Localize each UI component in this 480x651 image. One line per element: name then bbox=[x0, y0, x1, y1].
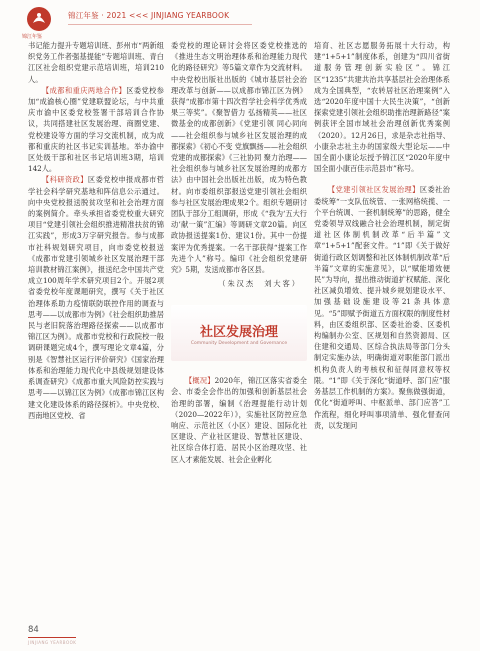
running-header-title: 锦江年鉴 · 2021 <<< JINJIANG YEARBOOK bbox=[68, 11, 230, 20]
text-column-right bbox=[314, 40, 450, 431]
logo-caption: 锦江年鉴 bbox=[22, 34, 43, 40]
text-column-left bbox=[28, 40, 164, 421]
paragraph bbox=[171, 375, 307, 465]
footer-text: JINJIANG YEARBOOK bbox=[28, 640, 77, 645]
yearbook-logo-icon bbox=[26, 6, 52, 32]
paragraph bbox=[314, 184, 450, 430]
paragraph: 书记能力提升专题培训班、彭州市“两新组织党务工作者强基提能”专题培训班、青白江区社会组织党建示范培训班，培训210人。 bbox=[28, 41, 164, 84]
paragraph-body: 区委党校申报成都市哲学社会科学研究基地和阵信息公示通过。向中央党校报送脱贫攻坚和社会治理方面的案例简介。牵头承担省委党校重大研究项目“党建引领社会组织推进精准扶贫的锦江实践”，形成3万字研究报告。参与成都市社科规划研究项目，向市委党校报送《成都市党建引领城乡社区发展治理干部培训教材锦江案例》，报送纪念中国共产党成立100周年学术研究项目2个。开展2项省委党校年度课题研究，撰写《关于社区治理体系助力疫情联防联控作用的调查与思考——以成都市为例》《社会组织助推居民与老旧院落治理路径探索——以成都市锦江区为例》。成都市党校和行政院校一般调研课题完成4个，撰写理论文章4篇，分别是《智慧社区运行评价研究》《国家治理体系和治理能力现代化中县级规划建设体系调查研究》《成都市重大风险防控实践与思考——以锦江区为例》《成都市锦江区构建文化建设体系的路径探析》。中央党校、西南地区党校、省 bbox=[28, 175, 164, 420]
page-header bbox=[0, 0, 480, 44]
section-tag: 【概况】 bbox=[185, 376, 215, 386]
section-tag: 【科研资政】 bbox=[42, 175, 88, 185]
section-tag: 【党建引领社区发展治理】 bbox=[328, 185, 420, 195]
author-signature: （朱汉杰 刘大客） bbox=[218, 279, 301, 289]
header-divider bbox=[68, 24, 252, 25]
paragraph: 委党校的理论研讨会将区委党校推选的《推进生态文明治理体系和治理能力现代化的路径研究》等5篇文章作为交流材料。中央党校出版社出版的《城市基层社会治理改革与创新——以成都市锦江区为例》获得“成都市第十四次哲学社会科学优秀成果三等奖”。《聚智借力 弘扬精英——社区微基金的成都创新》《党建引领 同心同向——社会组织参与城乡社区发展治理的成都探索》《初心不变 党旗飘扬——社会组织党建的成都探索》《三社协同 聚力治理——社会组织参与城乡社区发展治理的成都方法》由中国社会出版社出版，成为特色教材。向市委组织部报送党建引领社会组织参与社区发展治理成果2个。组织专题研讨团队于部分工组调研，形成《“我为‘五大行动’献一策”汇编》等调研文章20篇。向区政协报送提案1份、建议1份。其中一份提案评为优秀提案。一名干部获得“提案工作先进个人”称号。编印《社会组织党建研究》5期，发送成都市各区县。 bbox=[171, 41, 307, 275]
paragraph: 培育、社区志愿服务拓展十大行动，构建“1+5+1”制度体系，创建为“四川省街道服务管理创新实验区”。锦江区“1235”共建共治共享基层社会治理体系成为全国典型，“农转居社区治理案例”入选“2020年度中国十大民生决策”，“创新探索党建引领社会组织助推治理新路径”案例获评全国市域社会治理创新优秀案例（2020）。12月26日，求是杂志社指导、小康杂志社主办的国家级大型论坛——中国全面小康论坛授予锦江区“2020年度中国全面小康百佳示范县市”称号。 bbox=[314, 41, 450, 174]
paragraph bbox=[28, 85, 164, 175]
section-banner bbox=[171, 305, 307, 361]
section-banner-title: 社区发展治理 bbox=[199, 325, 278, 341]
page-number: 84 bbox=[28, 625, 39, 635]
paragraph-body: 区委社治委统筹“一支队伍统管、一张网格统揽、一个平台统调、一套机制统筹”的思路，健全党委领导双线融合社会治理机制，制定街道社区体制机制改革“后半篇”文章“1+5+1”配套文件。“1”即《关于做好街道行政区划调整和社区体制机制改革“后半篇”文章的实施意见》，以“赋能增效便民”为导向，提出推动街道扩权赋能、深化社区减负增效、提升城乡规划建设水平、加强基础设施建设等21条具体意见。“5”即赋予街道五方面权限的制度性材料，由区委组织部、区委社治委、区委机构编制办公室、区规划和自然资源局、区住建和交通局、区综合执法局等部门分头制定实施办法，明确街道对职能部门派出机构负责人的考核权和征得同意权等权限。“1”即《关于深化“街道呼、部门应”服务基层工作机制的方案》。聚焦做强街道，优化“街道呼叫、中枢派单、部门应答”工作流程，细化呼叫事项清单、强化督查问责，以发现问 bbox=[314, 185, 450, 430]
paragraph-body: 区委党校参加“成渝核心圈”党建联盟论坛，与中共重庆市渝中区委党校签署干部培训合作协议，共同搭建社区发展治理、商圈党建、党校建设等方面的学习交流机制，成为成都和重庆的社区书记实训基地。举办渝中区处级干部和社区书记培训班3期，培训142人。 bbox=[28, 85, 164, 174]
text-column-middle bbox=[171, 40, 307, 465]
section-banner-subtitle: Community Development and Governance bbox=[190, 341, 288, 347]
footer-divider bbox=[28, 637, 76, 638]
paragraph bbox=[28, 174, 164, 420]
paragraph-body: 2020年，锦江区落实省委全会、市委全会作出的加强和创新基层社会治理的部署，编制《治理提能行动计划（2020—2022年）》，实施社区防控应急响应、示范社区（小区）建设、国际化社区建设、产业社区建设、智慧社区建设、社区综合体打造、居民小区治理攻坚、社区人才素能发展、社会企业孵化 bbox=[171, 376, 307, 464]
section-tag: 【成都和重庆两地合作】 bbox=[42, 85, 127, 95]
